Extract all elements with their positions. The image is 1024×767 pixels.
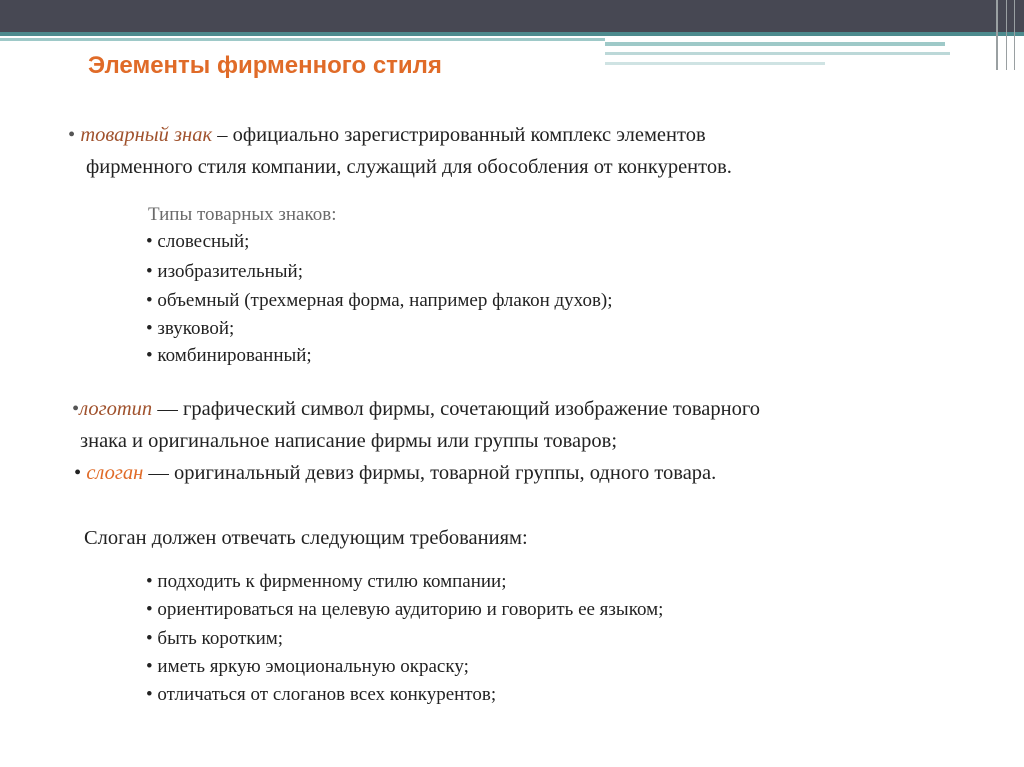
logo-definition: — графический символ фирмы, сочетающий изображение товарного xyxy=(152,398,761,420)
header-vertical-line xyxy=(1014,0,1015,70)
trademark-line-2: фирменного стиля компании, служащий для обособления от конкурентов. xyxy=(86,156,732,178)
list-item: • комбинированный; xyxy=(146,345,312,366)
list-item: • ориентироваться на целевую аудиторию и говорить ее языком; xyxy=(146,599,664,620)
list-item: • изобразительный; xyxy=(146,261,304,282)
types-heading: Типы товарных знаков: xyxy=(148,204,337,225)
header-vertical-line xyxy=(1006,0,1007,70)
list-item: • звуковой; xyxy=(146,318,235,339)
term-trademark: товарный знак xyxy=(80,124,213,146)
term-logo: логотип xyxy=(79,398,153,420)
header-line xyxy=(605,42,945,46)
list-item: • объемный (трехмерная форма, например флакон духов); xyxy=(146,290,613,311)
header-bar xyxy=(0,0,1024,32)
header-line xyxy=(605,52,950,55)
header-vertical-line xyxy=(996,0,998,70)
logo-line-1 xyxy=(72,398,760,421)
header-line xyxy=(605,62,825,65)
bullet: • xyxy=(74,462,82,484)
list-item: • отличаться от слоганов всех конкурентов; xyxy=(146,684,497,705)
slogan-definition: — оригинальный девиз фирмы, товарной группы, одного товара. xyxy=(143,462,717,484)
page-title: Элементы фирменного стиля xyxy=(88,52,442,79)
requirements-heading: Слоган должен отвечать следующим требованиям: xyxy=(84,527,528,549)
header-stripe xyxy=(0,32,1024,36)
bullet: • xyxy=(72,398,80,420)
list-item: • иметь яркую эмоциональную окраску; xyxy=(146,656,469,677)
trademark-line-1 xyxy=(68,124,706,147)
list-item: • подходить к фирменному стилю компании; xyxy=(146,571,507,592)
header-line xyxy=(0,38,605,41)
logo-line-2: знака и оригинальное написание фирмы или группы товаров; xyxy=(80,430,618,452)
slogan-line xyxy=(74,462,716,485)
trademark-definition: – официально зарегистрированный комплекс элементов xyxy=(212,124,706,146)
bullet: • xyxy=(68,124,76,146)
list-item: • словесный; xyxy=(146,231,250,252)
list-item: • быть коротким; xyxy=(146,628,284,649)
term-slogan: слоган xyxy=(86,462,144,484)
